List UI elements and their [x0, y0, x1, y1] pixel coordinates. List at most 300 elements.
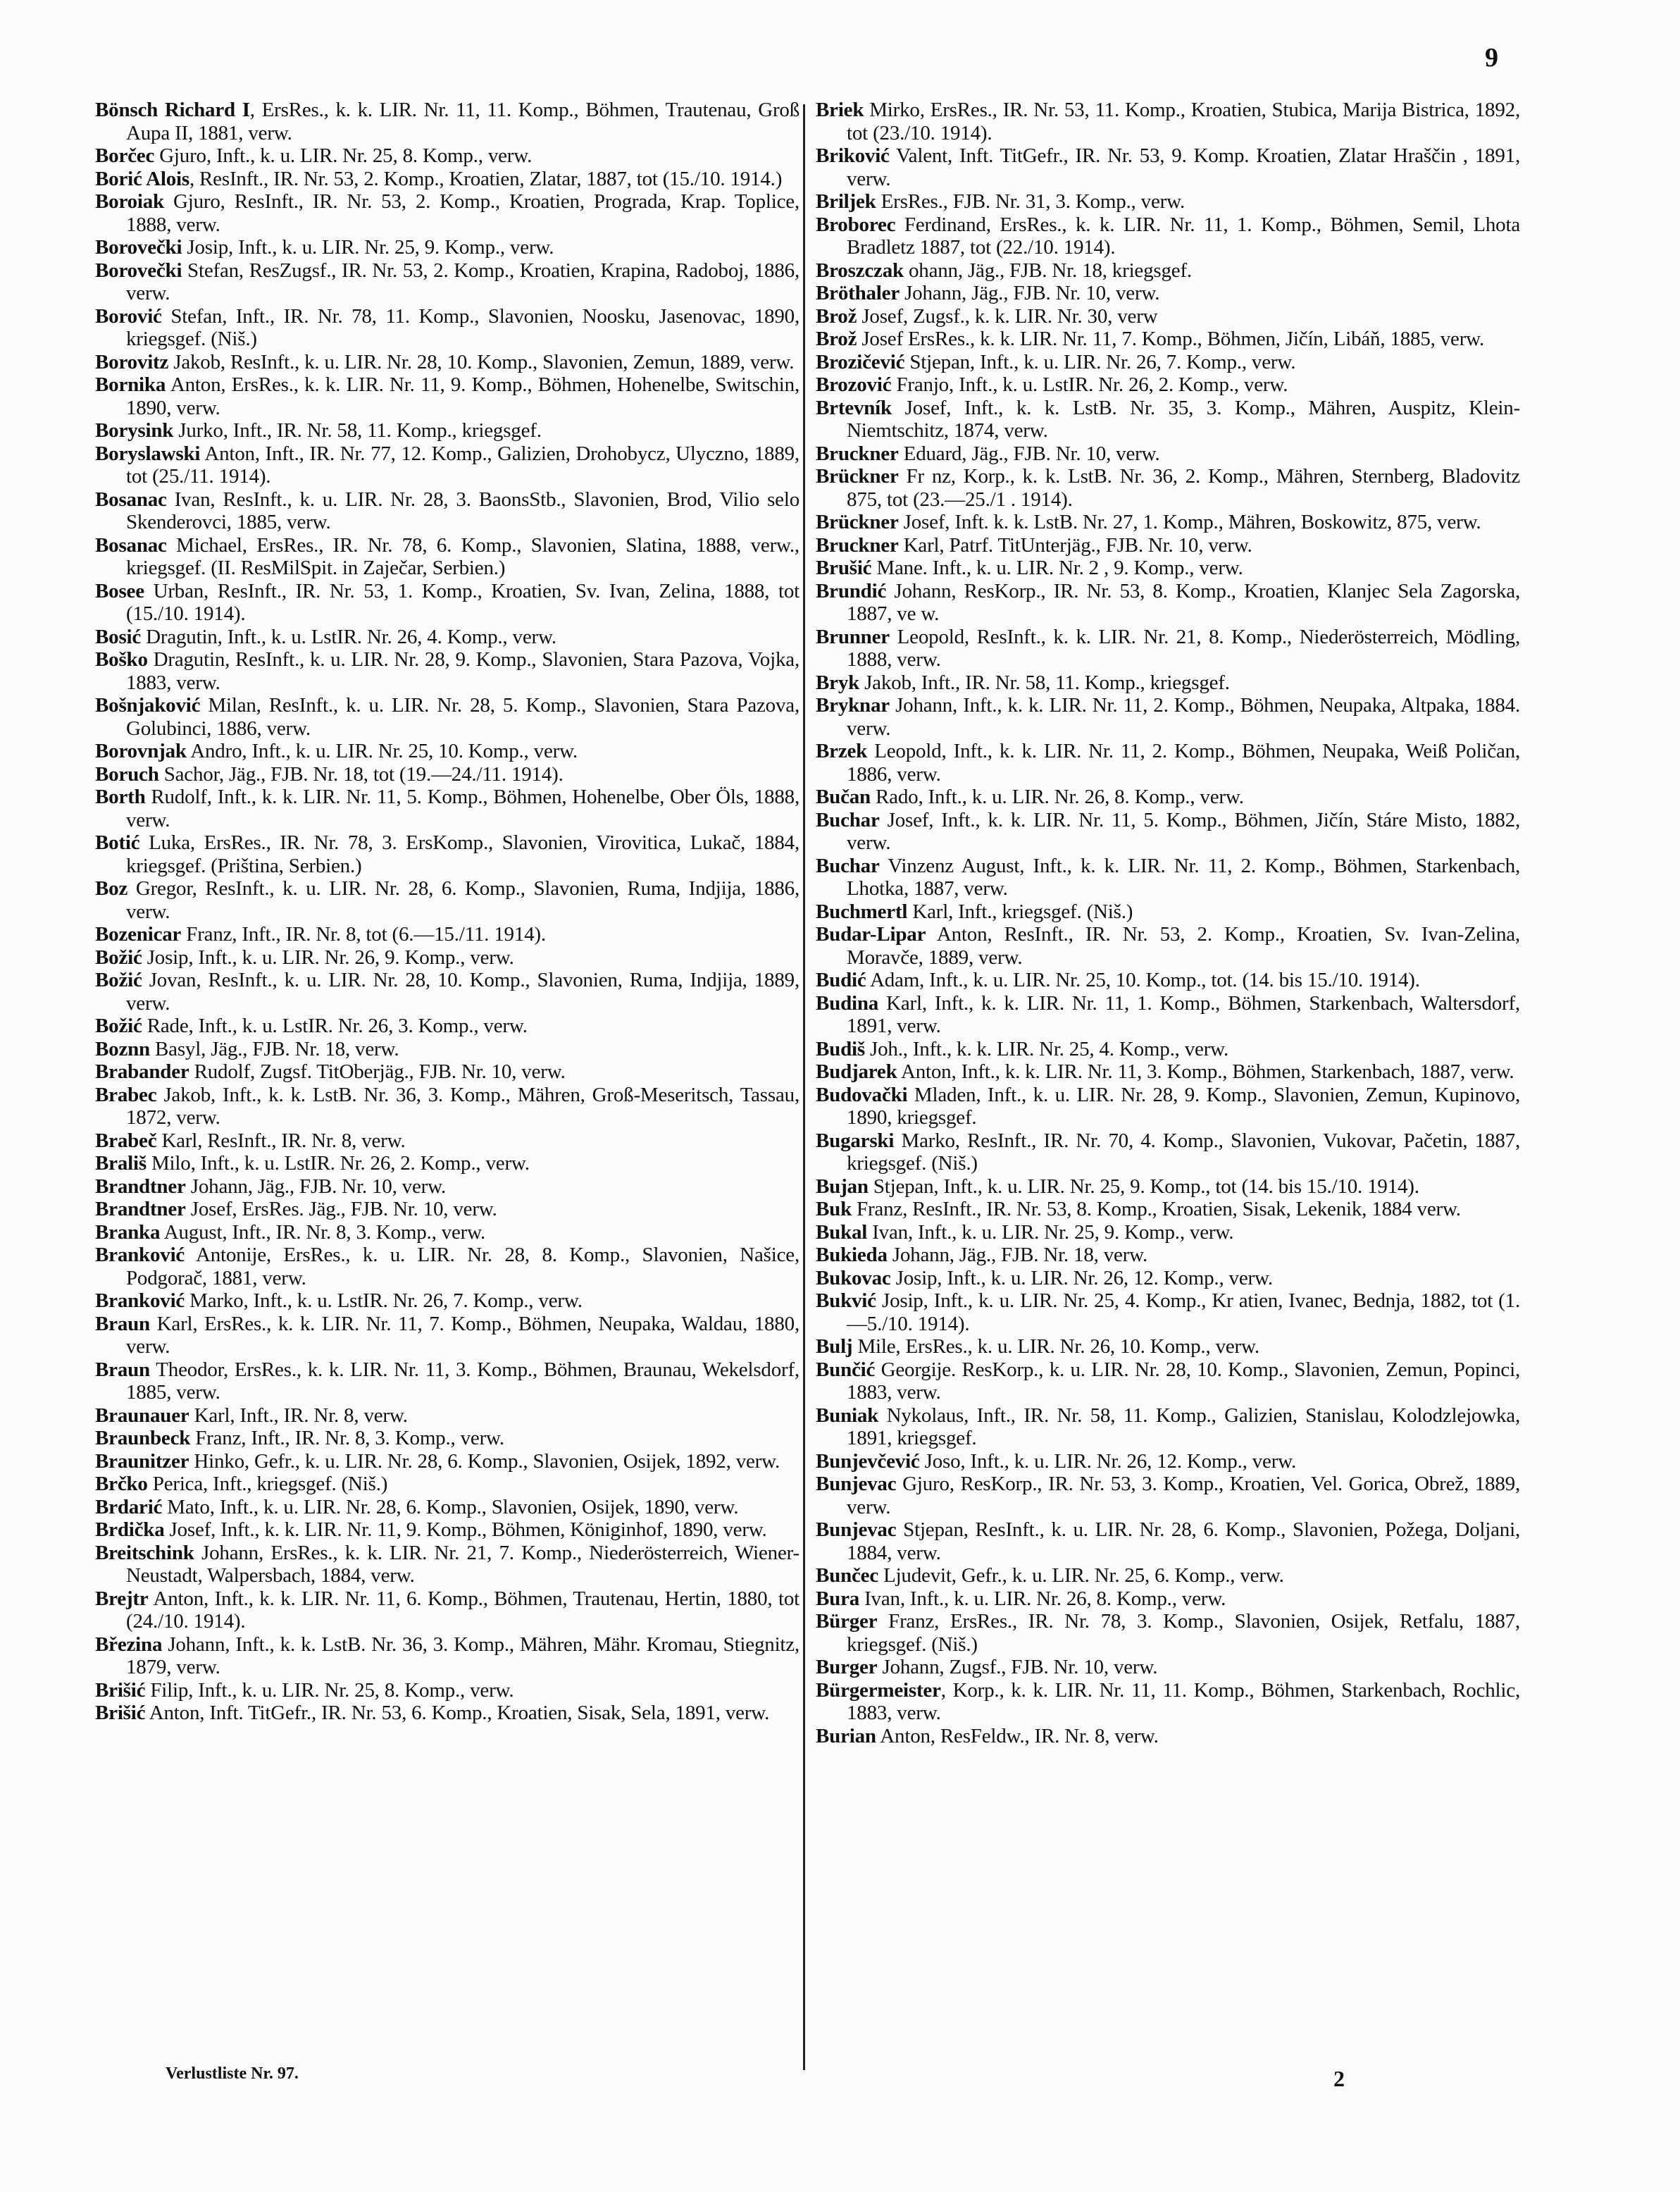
- entry-details: Josef, Zugsf., k. k. LIR. Nr. 30, verw: [857, 304, 1158, 328]
- entry-details: Jovan, ResInft., k. u. LIR. Nr. 28, 10. Komp., Slavonien, Ruma, Indjija, 1889, verw.: [126, 969, 799, 1015]
- entry-name: Bruckner: [816, 442, 899, 465]
- entry-details: Nykolaus, Inft., IR. Nr. 58, 11. Komp., Galizien, Stanislau, Kolodzlejowka, 1891, kriegsgef.: [847, 1404, 1520, 1449]
- entry-details: Anton, Inft., k. k. LIR. Nr. 11, 3. Komp., Böhmen, Starkenbach, 1887, verw.: [897, 1060, 1514, 1083]
- list-entry: [95, 1038, 799, 1061]
- list-entry: [816, 1473, 1520, 1518]
- list-entry: [816, 1198, 1520, 1221]
- entry-name: Broszczak: [816, 259, 904, 282]
- list-entry: [816, 992, 1520, 1038]
- list-entry: [95, 1404, 799, 1428]
- entry-name: Božić: [95, 1015, 142, 1037]
- list-entry: [95, 946, 799, 970]
- entry-name: Boško: [95, 648, 148, 671]
- list-entry: [816, 328, 1520, 351]
- entry-name: Borovečki: [95, 259, 182, 282]
- entry-details: Rade, Inft., k. u. LstIR. Nr. 26, 3. Komp., verw.: [142, 1015, 528, 1037]
- list-entry: [816, 557, 1520, 580]
- entry-details: Josef, Inft., k. k. LstB. Nr. 35, 3. Komp., Mähren, Auspitz, Klein-Niemtschitz, 1874, verw.: [847, 396, 1520, 442]
- list-entry: [95, 1198, 799, 1221]
- list-entry: [95, 488, 799, 534]
- entry-details: Josip, Inft., k. u. LIR. Nr. 25, 9. Komp., verw.: [182, 236, 554, 259]
- list-entry: [95, 419, 799, 442]
- list-entry: [816, 1084, 1520, 1129]
- entry-name: Brozičević: [816, 350, 905, 373]
- entry-name: Buchmertl: [816, 900, 908, 923]
- list-entry: [816, 1404, 1520, 1450]
- entry-details: Johann, Zugsf., FJB. Nr. 10, verw.: [877, 1656, 1158, 1678]
- entry-details: Marko, ResInft., IR. Nr. 70, 4. Komp., Slavonien, Vukovar, Pačetin, 1887, kriegsgef. (Niš.): [847, 1129, 1520, 1175]
- entry-details: Josef, Inft., k. k. LIR. Nr. 11, 5. Komp., Böhmen, Jičín, Stáre Misto, 1882, verw.: [847, 808, 1520, 854]
- entry-details: Josef ErsRes., k. k. LIR. Nr. 11, 7. Komp., Böhmen, Jičín, Libáň, 1885, verw.: [857, 328, 1485, 350]
- entry-name: Bunjevac: [816, 1473, 897, 1495]
- list-entry: [816, 144, 1520, 190]
- list-entry: [95, 1496, 799, 1519]
- entry-name: Bulj: [816, 1335, 853, 1358]
- entry-details: Jakob, ResInft., k. u. LIR. Nr. 28, 10. Komp., Slavonien, Zemun, 1889, verw.: [168, 350, 795, 373]
- list-entry: [95, 740, 799, 763]
- entry-details: Johann, ResKorp., IR. Nr. 53, 8. Komp., Kroatien, Klanjec Sela Zagorska, 1887, ve w.: [847, 579, 1520, 625]
- entry-details: Mirko, ErsRes., IR. Nr. 53, 11. Komp., Kroatien, Stubica, Marija Bistrica, 1892, tot (23./10. 1914).: [847, 99, 1520, 144]
- entry-name: Bukal: [816, 1220, 868, 1244]
- entry-name: Buniak: [816, 1404, 879, 1427]
- entry-name: Bönsch Richard I: [95, 99, 250, 121]
- entry-name: Bruckner: [816, 533, 899, 557]
- entry-name: Brdarić: [95, 1495, 163, 1518]
- entry-details: Vinzenz August, Inft., k. k. LIR. Nr. 11, 2. Komp., Böhmen, Starkenbach, Lhotka, 1887, verw.: [847, 854, 1520, 900]
- list-entry: [816, 1518, 1520, 1564]
- entry-details: Rado, Inft., k. u. LIR. Nr. 26, 8. Komp., verw.: [870, 786, 1244, 808]
- entry-details: Mato, Inft., k. u. LIR. Nr. 28, 6. Komp., Slavonien, Osijek, 1890, verw.: [162, 1495, 739, 1518]
- entry-name: Briljek: [816, 190, 876, 213]
- entry-name: Budiš: [816, 1037, 865, 1060]
- entry-name: Bosanac: [95, 533, 167, 557]
- entry-details: Leopold, Inft., k. k. LIR. Nr. 11, 2. Komp., Böhmen, Neupaka, Weiß Poličan, 1886, verw.: [847, 740, 1520, 786]
- entry-name: Breitschink: [95, 1541, 194, 1564]
- list-entry: [816, 969, 1520, 992]
- entry-details: Milan, ResInft., k. u. LIR. Nr. 28, 5. Komp., Slavonien, Stara Pazova, Golubinci, 1886, verw.: [126, 694, 799, 740]
- entry-name: Briek: [816, 99, 864, 121]
- list-entry: [95, 1542, 799, 1587]
- entry-details: Stjepan, Inft., k. u. LIR. Nr. 25, 9. Komp., tot (14. bis 15./10. 1914).: [868, 1175, 1419, 1198]
- entry-details: Fr nz, Korp., k. k. LstB. Nr. 36, 2. Komp., Mähren, Sternberg, Bladovitz 875, tot (23.—25./1 . 1914).: [847, 465, 1520, 511]
- list-entry: [816, 1610, 1520, 1656]
- list-entry: [816, 465, 1520, 511]
- entry-details: Ljudevit, Gefr., k. u. LIR. Nr. 25, 6. Komp., verw.: [878, 1564, 1284, 1587]
- list-entry: [816, 923, 1520, 969]
- list-entry: [816, 1656, 1520, 1679]
- entry-details: Milo, Inft., k. u. LstIR. Nr. 26, 2. Komp., verw.: [146, 1152, 530, 1175]
- entry-name: Buchar: [816, 854, 880, 877]
- entry-name: Brückner: [816, 465, 899, 488]
- list-entry: [816, 1725, 1520, 1748]
- entry-name: Bučan: [816, 786, 871, 808]
- entry-name: Buk: [816, 1198, 852, 1220]
- entry-details: Josef, Inft., k. k. LIR. Nr. 11, 9. Komp., Böhmen, Königinhof, 1890, verw.: [164, 1518, 767, 1541]
- entry-details: Jakob, Inft., IR. Nr. 58, 11. Komp., kriegsgef.: [859, 671, 1230, 694]
- entry-details: Gjuro, Inft., k. u. LIR. Nr. 25, 8. Komp., verw.: [154, 144, 533, 167]
- entry-details: Valent, Inft. TitGefr., IR. Nr. 53, 9. Komp. Kroatien, Zlatar Hraščin , 1891, verw.: [847, 144, 1520, 190]
- list-entry: [816, 1060, 1520, 1084]
- entry-name: Brtevník: [816, 396, 892, 419]
- entry-name: Brejtr: [95, 1587, 149, 1610]
- entry-details: Filip, Inft., k. u. LIR. Nr. 25, 8. Komp., verw.: [145, 1678, 514, 1702]
- entry-details: Josef, Inft. k. k. LstB. Nr. 27, 1. Komp., Mähren, Boskowitz, 875, verw.: [898, 511, 1481, 533]
- entry-name: Borovečki: [95, 236, 182, 259]
- entry-details: Anton, Inft., IR. Nr. 77, 12. Komp., Galizien, Drohobycz, Ulyczno, 1889, tot (25./11. 1914).: [126, 442, 799, 488]
- entry-name: Bürger: [816, 1610, 878, 1633]
- entry-details: Perica, Inft., kriegsgef. (Niš.): [147, 1473, 388, 1495]
- entry-details: Joh., Inft., k. k. LIR. Nr. 25, 4. Komp., verw.: [864, 1037, 1229, 1060]
- list-entry: [816, 442, 1520, 466]
- entry-name: Brabec: [95, 1083, 157, 1106]
- right-column: [816, 99, 1520, 1747]
- entry-details: Johann, Inft., k. k. LstB. Nr. 36, 3. Komp., Mähren, Mähr. Kromau, Stiegnitz, 1879, verw.: [126, 1633, 799, 1678]
- entry-details: Dragutin, ResInft., k. u. LIR. Nr. 28, 9. Komp., Slavonien, Stara Pazova, Vojka, 1883, verw.: [126, 648, 799, 694]
- entry-name: Bunčec: [816, 1564, 879, 1587]
- entry-name: Bosanac: [95, 488, 167, 511]
- entry-name: Boryslawski: [95, 442, 201, 465]
- entry-name: Braunauer: [95, 1404, 189, 1427]
- entry-name: Brišić: [95, 1702, 146, 1724]
- entry-details: Josip, Inft., k. u. LIR. Nr. 26, 12. Komp., verw.: [890, 1266, 1273, 1289]
- list-entry: [816, 1221, 1520, 1244]
- entry-details: Anton, ResInft., IR. Nr. 53, 2. Komp., Kroatien, Sv. Ivan-Zelina, Moravče, 1889, verw.: [847, 923, 1520, 969]
- list-entry: [816, 1564, 1520, 1587]
- entry-details: Johann, Inft., k. k. LIR. Nr. 11, 2. Komp., Böhmen, Neupaka, Altpaka, 1884. verw.: [847, 694, 1520, 740]
- entry-name: Brdička: [95, 1518, 165, 1541]
- left-column: [95, 99, 799, 1725]
- entry-details: Leopold, ResInft., k. k. LIR. Nr. 21, 8. Komp., Niederösterreich, Mödling, 1888, verw.: [847, 625, 1520, 671]
- list-entry: [95, 1473, 799, 1496]
- entry-name: Bunjevčević: [816, 1449, 920, 1473]
- list-entry: [95, 1313, 799, 1358]
- entry-name: Braun: [95, 1312, 150, 1335]
- entry-details: Sachor, Jäg., FJB. Nr. 18, tot (19.—24./11. 1914).: [158, 762, 564, 786]
- entry-name: Brališ: [95, 1152, 147, 1175]
- list-entry: [816, 190, 1520, 213]
- entry-name: Budina: [816, 991, 879, 1015]
- list-entry: [816, 305, 1520, 328]
- entry-name: Botić: [95, 831, 140, 854]
- list-entry: [95, 1633, 799, 1679]
- entry-details: Hinko, Gefr., k. u. LIR. Nr. 28, 6. Komp., Slavonien, Osijek, 1892, verw.: [189, 1449, 780, 1473]
- entry-name: Brandtner: [95, 1175, 186, 1198]
- list-entry: [95, 442, 799, 488]
- entry-name: Burian: [816, 1724, 876, 1747]
- entry-name: Braunbeck: [95, 1427, 191, 1449]
- entry-name: Bryk: [816, 671, 860, 694]
- list-entry: [95, 1084, 799, 1129]
- entry-name: Borovitz: [95, 350, 169, 373]
- entry-details: Karl, Inft., kriegsgef. (Niš.): [907, 900, 1133, 923]
- entry-name: Bosee: [95, 579, 144, 602]
- list-entry: [816, 1038, 1520, 1061]
- entry-name: Borysink: [95, 419, 174, 442]
- list-entry: [95, 923, 799, 946]
- footer-signature: 2: [1333, 2066, 1345, 2091]
- list-entry: [95, 1450, 799, 1473]
- list-entry: [95, 580, 799, 626]
- entry-name: Branković: [95, 1244, 185, 1266]
- entry-details: , ResInft., IR. Nr. 53, 2. Komp., Kroatien, Zlatar, 1887, tot (15./10. 1914.): [189, 167, 783, 190]
- entry-details: Stjepan, ResInft., k. u. LIR. Nr. 28, 6. Komp., Slavonien, Požega, Doljani, 1884, verw.: [847, 1518, 1520, 1564]
- list-entry: [95, 786, 799, 831]
- entry-details: Antonije, ErsRes., k. u. LIR. Nr. 28, 8. Komp., Slavonien, Našice, Podgorač, 1881, verw.: [126, 1244, 799, 1289]
- list-entry: [95, 1152, 799, 1175]
- entry-details: Anton, ErsRes., k. k. LIR. Nr. 11, 9. Komp., Böhmen, Hohenelbe, Switschin, 1890, verw.: [126, 373, 799, 419]
- list-entry: [95, 831, 799, 877]
- list-entry: [95, 373, 799, 419]
- list-entry: [816, 1175, 1520, 1199]
- list-entry: [816, 809, 1520, 855]
- entry-details: Georgije. ResKorp., k. u. LIR. Nr. 28, 10. Komp., Slavonien, Zemun, Popinci, 1883, verw.: [847, 1358, 1520, 1404]
- entry-details: Anton, Inft., k. k. LIR. Nr. 11, 6. Komp., Böhmen, Trautenau, Hertin, 1880, tot (24./10. 1914).: [126, 1587, 799, 1633]
- list-entry: [95, 1244, 799, 1289]
- entry-details: ohann, Jäg., FJB. Nr. 18, kriegsgef.: [903, 259, 1192, 282]
- entry-name: Bujan: [816, 1175, 869, 1198]
- list-entry: [816, 1358, 1520, 1404]
- list-entry: [816, 213, 1520, 259]
- list-entry: [95, 694, 799, 740]
- list-entry: [816, 786, 1520, 809]
- entry-name: Brozović: [816, 373, 892, 396]
- entry-name: Božić: [95, 946, 142, 969]
- entry-details: Josef, ErsRes. Jäg., FJB. Nr. 10, verw.: [185, 1198, 497, 1220]
- entry-name: Budjarek: [816, 1060, 897, 1083]
- entry-name: Božić: [95, 969, 142, 991]
- entry-details: Urban, ResInft., IR. Nr. 53, 1. Komp., Kroatien, Sv. Ivan, Zelina, 1888, tot (15./10. 1914).: [126, 579, 799, 625]
- list-entry: [95, 1289, 799, 1313]
- entry-details: Stefan, ResZugsf., IR. Nr. 53, 2. Komp., Kroatien, Krapina, Radoboj, 1886, verw.: [126, 259, 799, 304]
- list-entry: [95, 534, 799, 580]
- entry-name: Budovački: [816, 1083, 908, 1106]
- entry-details: Karl, ErsRes., k. k. LIR. Nr. 11, 7. Komp., Böhmen, Neupaka, Waldau, 1880, verw.: [126, 1312, 799, 1358]
- entry-name: Budić: [816, 969, 866, 991]
- entry-details: ErsRes., FJB. Nr. 31, 3. Komp., verw.: [876, 190, 1185, 213]
- entry-details: Anton, Inft. TitGefr., IR. Nr. 53, 6. Komp., Kroatien, Sisak, Sela, 1891, verw.: [145, 1702, 770, 1724]
- entry-name: Brož: [816, 328, 857, 350]
- list-entry: [816, 1129, 1520, 1175]
- entry-name: Bozenicar: [95, 923, 182, 946]
- list-entry: [816, 740, 1520, 786]
- list-entry: [816, 671, 1520, 695]
- entry-details: Franz, Inft., IR. Nr. 8, tot (6.—15./11. 1914).: [181, 923, 546, 946]
- column-divider: [803, 104, 805, 2070]
- list-entry: [95, 351, 799, 374]
- entry-details: , ErsRes., k. k. LIR. Nr. 11, 11. Komp., Böhmen, Trautenau, Groß Aupa II, 1881, verw.: [126, 99, 800, 144]
- entry-name: Bunjevac: [816, 1518, 897, 1541]
- entry-details: Mladen, Inft., k. u. LIR. Nr. 28, 9. Komp., Slavonien, Zemun, Kupinovo, 1890, kriegsgef.: [847, 1083, 1520, 1129]
- list-entry: [95, 168, 799, 191]
- entry-details: Ivan, Inft., k. u. LIR. Nr. 26, 8. Komp., verw.: [859, 1587, 1226, 1610]
- entry-name: Bukieda: [816, 1244, 888, 1266]
- entry-details: , Korp., k. k. LIR. Nr. 11, 11. Komp., Böhmen, Starkenbach, Rochlic, 1883, verw.: [847, 1678, 1520, 1724]
- entry-details: August, Inft., IR. Nr. 8, 3. Komp., verw.: [160, 1220, 486, 1244]
- entry-name: Brabander: [95, 1060, 189, 1083]
- entry-details: Mile, ErsRes., k. u. LIR. Nr. 26, 10. Komp., verw.: [852, 1335, 1259, 1358]
- list-entry: [816, 580, 1520, 626]
- entry-details: Jakob, Inft., k. k. LstB. Nr. 36, 3. Komp., Mähren, Groß-Meseritsch, Tassau, 1872, verw.: [126, 1083, 799, 1129]
- list-entry: [816, 351, 1520, 374]
- entry-name: Březina: [95, 1633, 163, 1656]
- entry-details: Gregor, ResInft., k. u. LIR. Nr. 28, 6. Komp., Slavonien, Ruma, Indjija, 1886, verw.: [126, 877, 799, 923]
- entry-details: Joso, Inft., k. u. LIR. Nr. 26, 12. Komp., verw.: [919, 1449, 1297, 1473]
- list-entry: [95, 1221, 799, 1244]
- entry-name: Borović: [95, 304, 162, 328]
- list-entry: [95, 1518, 799, 1542]
- entry-name: Braun: [95, 1358, 150, 1381]
- list-entry: [95, 626, 799, 649]
- list-entry: [816, 1289, 1520, 1335]
- entry-details: Stjepan, Inft., k. u. LIR. Nr. 26, 7. Komp., verw.: [904, 350, 1296, 373]
- list-entry: [95, 1358, 799, 1404]
- entry-name: Brunner: [816, 625, 890, 648]
- entry-details: Karl, ResInft., IR. Nr. 8, verw.: [156, 1129, 406, 1152]
- entry-name: Boznn: [95, 1037, 150, 1060]
- list-entry: [816, 99, 1520, 144]
- entry-name: Bugarski: [816, 1129, 895, 1152]
- entry-name: Borić Alois: [95, 167, 189, 190]
- entry-name: Bosić: [95, 625, 142, 648]
- entry-details: Mane. Inft., k. u. LIR. Nr. 2 , 9. Komp., verw.: [871, 557, 1243, 579]
- list-entry: [95, 877, 799, 923]
- entry-name: Borčec: [95, 144, 155, 167]
- list-entry: [816, 1679, 1520, 1725]
- list-entry: [816, 694, 1520, 740]
- entry-name: Brišić: [95, 1678, 146, 1702]
- entry-name: Borovnjak: [95, 740, 187, 762]
- entry-name: Bornika: [95, 373, 166, 396]
- entry-details: Luka, ErsRes., IR. Nr. 78, 3. ErsKomp., Slavonien, Virovitica, Lukač, 1884, kriegsgef. (Priština, Serbien.): [126, 831, 799, 877]
- entry-details: Johann, Jäg., FJB. Nr. 10, verw.: [185, 1175, 447, 1198]
- list-entry: [95, 648, 799, 694]
- list-entry: [95, 144, 799, 168]
- entry-name: Bošnjaković: [95, 694, 201, 717]
- entry-details: Adam, Inft., k. u. LIR. Nr. 25, 10. Komp., tot. (14. bis 15./10. 1914).: [866, 969, 1420, 991]
- entry-name: Boruch: [95, 762, 159, 786]
- list-entry: [95, 1587, 799, 1633]
- entry-details: Johann, Jäg., FJB. Nr. 18, verw.: [887, 1244, 1148, 1266]
- entry-details: Karl, Inft., k. k. LIR. Nr. 11, 1. Komp., Böhmen, Starkenbach, Waltersdorf, 1891, verw.: [847, 991, 1520, 1037]
- list-entry: [816, 1587, 1520, 1611]
- entry-details: Josip, Inft., k. u. LIR. Nr. 26, 9. Komp., verw.: [142, 946, 514, 969]
- entry-details: Dragutin, Inft., k. u. LstIR. Nr. 26, 4. Komp., verw.: [141, 625, 556, 648]
- list-entry: [95, 1015, 799, 1038]
- entry-details: Basyl, Jäg., FJB. Nr. 18, verw.: [149, 1037, 399, 1060]
- footer-list-number: Verlustliste Nr. 97.: [166, 2064, 299, 2083]
- entry-details: Karl, Inft., IR. Nr. 8, verw.: [189, 1404, 408, 1427]
- list-entry: [816, 1244, 1520, 1267]
- entry-name: Bröthaler: [816, 282, 900, 304]
- entry-name: Brož: [816, 304, 857, 328]
- entry-name: Budar-Lipar: [816, 923, 926, 946]
- list-entry: [95, 1129, 799, 1153]
- list-entry: [95, 305, 799, 351]
- entry-details: Johann, ErsRes., k. k. LIR. Nr. 21, 7. Komp., Niederösterreich, Wiener-Neustadt, Walpersbach, 1884, verw.: [126, 1541, 799, 1587]
- list-entry: [95, 1679, 799, 1702]
- entry-details: Marko, Inft., k. u. LstIR. Nr. 26, 7. Komp., verw.: [185, 1289, 583, 1312]
- entry-name: Brušić: [816, 557, 872, 579]
- list-entry: [816, 1335, 1520, 1358]
- entry-details: Stefan, Inft., IR. Nr. 78, 11. Komp., Slavonien, Noosku, Jasenovac, 1890, kriegsgef. (Niš.): [126, 304, 799, 350]
- entry-details: Ivan, Inft., k. u. LIR. Nr. 25, 9. Komp., verw.: [867, 1220, 1234, 1244]
- entry-details: Gjuro, ResInft., IR. Nr. 53, 2. Komp., Kroatien, Prograda, Krap. Toplice, 1888, verw.: [126, 190, 799, 236]
- entry-name: Buchar: [816, 808, 880, 831]
- entry-details: Gjuro, ResKorp., IR. Nr. 53, 3. Komp., Kroatien, Vel. Gorica, Obrež, 1889, verw.: [847, 1473, 1520, 1518]
- entry-details: Franz, Inft., IR. Nr. 8, 3. Komp., verw.: [190, 1427, 504, 1449]
- entry-details: Ivan, ResInft., k. u. LIR. Nr. 28, 3. BaonsStb., Slavonien, Brod, Vilio selo Skenderovci, 1885, verw.: [126, 488, 799, 533]
- list-entry: [816, 397, 1520, 442]
- entry-details: Michael, ErsRes., IR. Nr. 78, 6. Komp., Slavonien, Slatina, 1888, verw., kriegsgef. (II. ResMilSpit. in Zaječar, Serbien.): [126, 533, 799, 579]
- entry-details: Ferdinand, ErsRes., k. k. LIR. Nr. 11, 1. Komp., Böhmen, Semil, Lhota Bradletz 1887, tot (22./10. 1914).: [847, 213, 1520, 259]
- page-number: 9: [1485, 43, 1498, 73]
- entry-details: Eduard, Jäg., FJB. Nr. 10, verw.: [898, 442, 1160, 465]
- entry-details: Josip, Inft., k. u. LIR. Nr. 25, 4. Komp., Kr atien, Ivanec, Bednja, 1882, tot (1.—5./10. 1914).: [847, 1289, 1520, 1335]
- list-entry: [816, 900, 1520, 924]
- entry-details: Franz, ResInft., IR. Nr. 53, 8. Komp., Kroatien, Sisak, Lekenik, 1884 verw.: [852, 1198, 1461, 1220]
- entry-details: Karl, Patrf. TitUnterjäg., FJB. Nr. 10, verw.: [898, 533, 1252, 557]
- entry-name: Braunitzer: [95, 1449, 189, 1473]
- entry-details: Franjo, Inft., k. u. LstIR. Nr. 26, 2. Komp., verw.: [891, 373, 1288, 396]
- entry-details: Theodor, ErsRes., k. k. LIR. Nr. 11, 3. Komp., Böhmen, Braunau, Wekelsdorf, 1885, verw.: [126, 1358, 799, 1404]
- list-entry: [816, 373, 1520, 397]
- entry-name: Bunčić: [816, 1358, 876, 1381]
- entry-name: Branković: [95, 1289, 185, 1312]
- list-entry: [816, 511, 1520, 534]
- entry-name: Bürgermeister: [816, 1678, 941, 1702]
- entry-name: Bryknar: [816, 694, 890, 717]
- entry-name: Brückner: [816, 511, 899, 533]
- entry-details: Rudolf, Zugsf. TitOberjäg., FJB. Nr. 10, verw.: [189, 1060, 566, 1083]
- entry-name: Borth: [95, 786, 146, 808]
- list-entry: [95, 1427, 799, 1450]
- entry-name: Boz: [95, 877, 128, 900]
- entry-name: Bukovac: [816, 1266, 891, 1289]
- entry-name: Briković: [816, 144, 890, 167]
- entry-name: Brzek: [816, 740, 868, 762]
- list-entry: [816, 626, 1520, 671]
- list-entry: [95, 1175, 799, 1199]
- entry-name: Brčko: [95, 1473, 148, 1495]
- entry-details: Franz, ErsRes., IR. Nr. 78, 3. Komp., Slavonien, Osijek, Retfalu, 1887, kriegsgef. (Niš.): [847, 1610, 1520, 1656]
- list-entry: [816, 259, 1520, 283]
- entry-name: Brundić: [816, 579, 887, 602]
- entry-details: Jurko, Inft., IR. Nr. 58, 11. Komp., kriegsgef.: [173, 419, 542, 442]
- entry-details: Johann, Jäg., FJB. Nr. 10, verw.: [900, 282, 1160, 304]
- list-entry: [95, 763, 799, 786]
- list-entry: [816, 282, 1520, 305]
- list-entry: [95, 99, 799, 144]
- list-entry: [95, 1060, 799, 1084]
- entry-name: Brandtner: [95, 1198, 186, 1220]
- entry-name: Bukvić: [816, 1289, 876, 1312]
- list-entry: [816, 855, 1520, 900]
- list-entry: [816, 1267, 1520, 1290]
- entry-details: Rudolf, Inft., k. k. LIR. Nr. 11, 5. Komp., Böhmen, Hohenelbe, Ober Öls, 1888, verw.: [126, 786, 799, 831]
- entry-name: Brabeč: [95, 1129, 157, 1152]
- entry-name: Branka: [95, 1220, 161, 1244]
- list-entry: [816, 534, 1520, 557]
- list-entry: [816, 1450, 1520, 1473]
- entry-name: Burger: [816, 1656, 878, 1678]
- entry-name: Bura: [816, 1587, 860, 1610]
- entry-name: Broborec: [816, 213, 896, 236]
- list-entry: [95, 1702, 799, 1725]
- entry-name: Boroiak: [95, 190, 164, 213]
- list-entry: [95, 969, 799, 1015]
- entry-details: Anton, ResFeldw., IR. Nr. 8, verw.: [876, 1724, 1159, 1747]
- list-entry: [95, 190, 799, 236]
